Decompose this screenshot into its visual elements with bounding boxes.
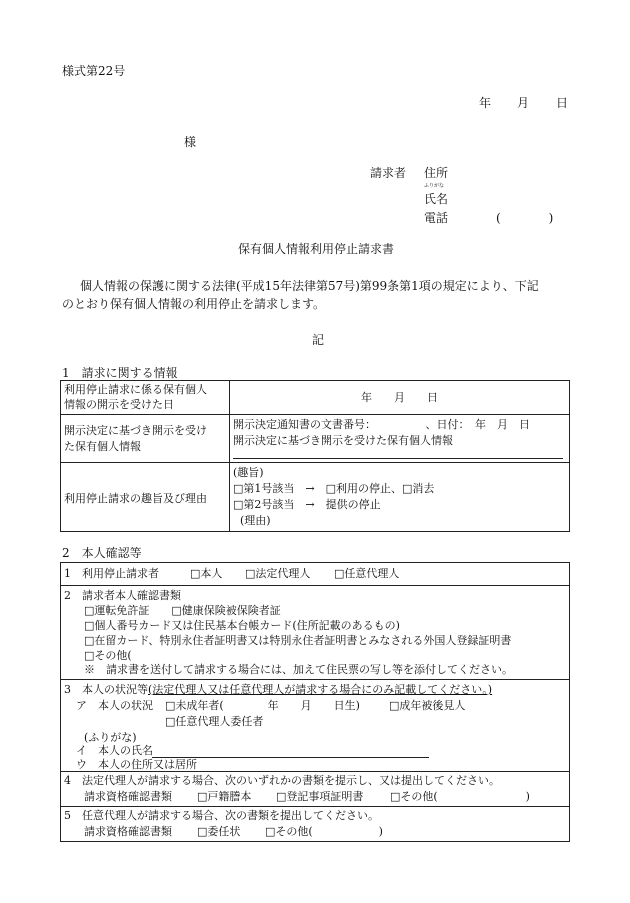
form-number: 様式第22号 bbox=[62, 64, 126, 78]
row3-reason: (理由) bbox=[240, 514, 271, 527]
section1-row-divider bbox=[60, 462, 570, 463]
row3-option2: □第2号該当 → 提供の停止 bbox=[233, 498, 381, 511]
body-text-line1: 個人情報の保護に関する法律(平成15年法律第57号)第99条第1項の規定により、下記 bbox=[80, 279, 539, 293]
principal-status-heading-prefix: 3 本人の状況等 bbox=[64, 683, 148, 696]
principal-status-heading bbox=[64, 683, 492, 697]
principal-status-minor: □未成年者( 年 月 日生) bbox=[165, 699, 360, 712]
section2-row-divider bbox=[60, 679, 570, 680]
voluntary-rep-docs-label: 請求資格確認書類 bbox=[84, 825, 172, 838]
name-label: 氏名 bbox=[424, 192, 449, 206]
id-docs-heading: 2 請求者本人確認書類 bbox=[64, 589, 181, 602]
section1-heading: 1 請求に関する情報 bbox=[62, 366, 178, 380]
row1-label-line1: 利用停止請求に係る保有個人 bbox=[64, 383, 207, 396]
principal-status-agent: □任意代理人委任者 bbox=[165, 715, 264, 728]
legal-rep-registry-cert: □登記事項証明書 bbox=[276, 790, 364, 803]
row3-label: 利用停止請求の趣旨及び理由 bbox=[64, 492, 207, 505]
id-docs-line3: □在留カード、特別永住者証明書又は特別永住者証明書とみなされる外国人登録証明書 bbox=[84, 634, 512, 647]
section1-column-divider bbox=[229, 380, 230, 532]
id-docs-line1: □運転免許証 □健康保険被保険者証 bbox=[84, 604, 281, 617]
document-title: 保有個人情報利用停止請求書 bbox=[238, 242, 395, 256]
row2-label-line1: 開示決定に基づき開示を受け bbox=[64, 424, 207, 437]
row2-document-number: 開示決定通知書の文書番号： 、日付： 年 月 日 bbox=[233, 418, 530, 431]
date-month: 月 bbox=[517, 96, 530, 110]
voluntary-rep-power-of-attorney: □委任状 bbox=[197, 825, 241, 838]
voluntary-rep-other: □その他( ) bbox=[265, 825, 383, 838]
principal-status-label: ア 本人の状況 bbox=[76, 699, 153, 712]
section2-row-divider bbox=[60, 585, 570, 586]
date-year: 年 bbox=[479, 96, 492, 110]
section1-row-divider bbox=[60, 414, 570, 415]
row3-purpose: (趣旨) bbox=[233, 466, 264, 479]
ki-label: 記 bbox=[312, 333, 325, 347]
principal-furigana: (ふりがな) bbox=[84, 731, 137, 744]
row3-option1: □第1号該当 → □利用の停止、□消去 bbox=[233, 482, 435, 495]
id-docs-line2: □個人番号カード又は住民基本台帳カード(住所記載のあるもの) bbox=[84, 619, 400, 632]
phone-parens: ( ) bbox=[496, 211, 554, 225]
section2-heading: 2 本人確認等 bbox=[62, 546, 142, 560]
row2-label-line2: た保有個人情報 bbox=[64, 440, 141, 453]
legal-rep-docs-label: 請求資格確認書類 bbox=[84, 790, 172, 803]
principal-status-heading-note: (法定代理人又は任意代理人が請求する場合にのみ記載してください。) bbox=[148, 683, 493, 696]
requester-type-agent: □任意代理人 bbox=[334, 567, 400, 580]
principal-address-label: ウ 本人の住所又は居所 bbox=[76, 758, 197, 771]
principal-name-label: イ 本人の氏名 bbox=[76, 744, 153, 757]
phone-label: 電話 bbox=[424, 211, 449, 225]
voluntary-rep-heading: 5 任意代理人が請求する場合、次の書類を提出してください。 bbox=[64, 809, 379, 822]
requester-type-label: 1 利用停止請求者 bbox=[64, 567, 159, 580]
requester-type-legal: □法定代理人 bbox=[245, 567, 311, 580]
requester-label: 請求者 bbox=[370, 166, 407, 180]
requester-type-self: □本人 bbox=[190, 567, 223, 580]
row1-date-value: 年 月 日 bbox=[361, 391, 438, 404]
address-label: 住所 bbox=[424, 166, 449, 180]
row2-fill-line bbox=[233, 458, 563, 459]
id-docs-other: □その他( bbox=[84, 649, 132, 662]
row1-label-line2: 情報の開示を受けた日 bbox=[64, 398, 174, 411]
legal-rep-heading: 4 法定代理人が請求する場合、次のいずれかの書類を提示し、又は提出してください。 bbox=[64, 774, 500, 787]
addressee-honorific: 様 bbox=[184, 135, 197, 149]
furigana-label: ふりがな bbox=[424, 183, 445, 189]
legal-rep-family-register: □戸籍謄本 bbox=[197, 790, 252, 803]
date-day: 日 bbox=[556, 96, 569, 110]
body-text-line2: のとおり保有個人情報の利用停止を請求します。 bbox=[62, 297, 326, 311]
id-docs-note: ※ 請求書を送付して請求する場合には、加えて住民票の写し等を添付してください。 bbox=[84, 663, 513, 676]
principal-status-guardian: □成年被後見人 bbox=[389, 699, 466, 712]
legal-rep-other: □その他( ) bbox=[390, 790, 530, 803]
row2-disclosed-info-label: 開示決定に基づき開示を受けた保有個人情報 bbox=[233, 434, 453, 447]
section2-row-divider bbox=[60, 806, 570, 807]
